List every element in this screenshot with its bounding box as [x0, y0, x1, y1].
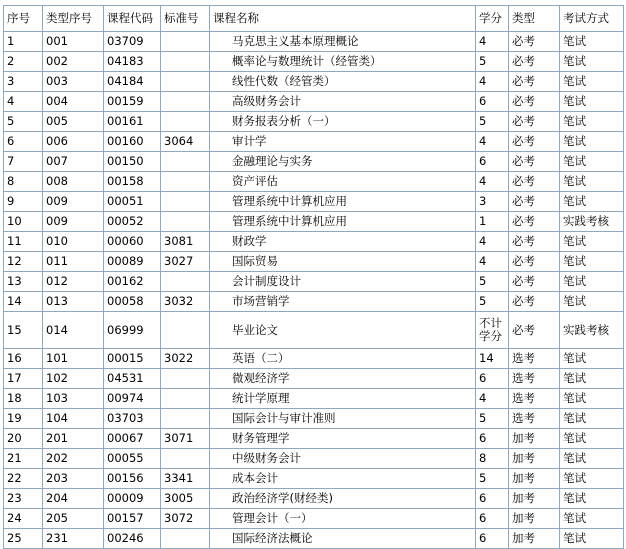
- cell-credits: 4: [476, 132, 509, 152]
- cell-type-seq: 012: [43, 272, 104, 292]
- cell-type-seq: 002: [43, 52, 104, 72]
- cell-standard-no: [161, 449, 210, 469]
- cell-standard-no: 3027: [161, 252, 210, 272]
- cell-exam-method: 笔试: [560, 152, 624, 172]
- cell-credits: 8: [476, 449, 509, 469]
- cell-course-name: 会计制度设计: [210, 272, 476, 292]
- col-header-type: 类型: [509, 6, 560, 32]
- cell-course-name: 国际贸易: [210, 252, 476, 272]
- cell-course-name: 英语（二）: [210, 349, 476, 369]
- cell-credits: 14: [476, 349, 509, 369]
- cell-type: 加考: [509, 529, 560, 549]
- cell-course-name: 概率论与数理统计（经管类）: [210, 52, 476, 72]
- cell-type: 加考: [509, 429, 560, 449]
- cell-course-code: 06999: [104, 312, 161, 349]
- cell-type-seq: 007: [43, 152, 104, 172]
- cell-credits: 4: [476, 232, 509, 252]
- cell-seq: 5: [4, 112, 43, 132]
- cell-standard-no: 3071: [161, 429, 210, 449]
- cell-course-name: 管理系统中计算机应用: [210, 212, 476, 232]
- table-row: [4, 429, 624, 449]
- cell-credits: 4: [476, 32, 509, 52]
- cell-exam-method: 笔试: [560, 132, 624, 152]
- cell-type-seq: 005: [43, 112, 104, 132]
- cell-course-name: 中级财务会计: [210, 449, 476, 469]
- cell-course-code: 00162: [104, 272, 161, 292]
- table-row: [4, 212, 624, 232]
- cell-course-code: 03709: [104, 32, 161, 52]
- cell-type: 选考: [509, 389, 560, 409]
- cell-course-code: 00974: [104, 389, 161, 409]
- cell-type: 必考: [509, 312, 560, 349]
- cell-course-code: 00246: [104, 529, 161, 549]
- table-row: [4, 529, 624, 549]
- cell-credits: 4: [476, 252, 509, 272]
- cell-exam-method: 笔试: [560, 252, 624, 272]
- cell-course-code: 00159: [104, 92, 161, 112]
- cell-course-name: 政治经济学(财经类): [210, 489, 476, 509]
- cell-exam-method: 笔试: [560, 349, 624, 369]
- cell-seq: 21: [4, 449, 43, 469]
- cell-type: 必考: [509, 32, 560, 52]
- cell-seq: 25: [4, 529, 43, 549]
- cell-type-seq: 104: [43, 409, 104, 429]
- cell-course-name: 国际经济法概论: [210, 529, 476, 549]
- cell-course-name: 财务管理学: [210, 429, 476, 449]
- cell-standard-no: [161, 389, 210, 409]
- cell-course-code: 04183: [104, 52, 161, 72]
- table-row: [4, 449, 624, 469]
- cell-type: 必考: [509, 232, 560, 252]
- cell-type-seq: 201: [43, 429, 104, 449]
- cell-course-code: 00158: [104, 172, 161, 192]
- cell-course-code: 00157: [104, 509, 161, 529]
- cell-seq: 17: [4, 369, 43, 389]
- cell-exam-method: 笔试: [560, 52, 624, 72]
- cell-credits: 5: [476, 52, 509, 72]
- table-row: [4, 349, 624, 369]
- table-row: [4, 509, 624, 529]
- cell-type: 必考: [509, 92, 560, 112]
- cell-type-seq: 103: [43, 389, 104, 409]
- cell-standard-no: [161, 172, 210, 192]
- cell-type: 必考: [509, 272, 560, 292]
- cell-exam-method: 笔试: [560, 529, 624, 549]
- cell-credits: 6: [476, 529, 509, 549]
- cell-type: 必考: [509, 212, 560, 232]
- table-row: [4, 52, 624, 72]
- table-row: [4, 312, 624, 349]
- cell-seq: 4: [4, 92, 43, 112]
- cell-exam-method: 笔试: [560, 92, 624, 112]
- cell-seq: 24: [4, 509, 43, 529]
- cell-seq: 19: [4, 409, 43, 429]
- cell-seq: 6: [4, 132, 43, 152]
- cell-type-seq: 231: [43, 529, 104, 549]
- col-header-exam-method: 考试方式: [560, 6, 624, 32]
- table-row: [4, 489, 624, 509]
- cell-standard-no: 3081: [161, 232, 210, 252]
- cell-type-seq: 004: [43, 92, 104, 112]
- cell-type-seq: 202: [43, 449, 104, 469]
- cell-type-seq: 205: [43, 509, 104, 529]
- cell-type-seq: 009: [43, 192, 104, 212]
- cell-course-code: 04531: [104, 369, 161, 389]
- cell-type: 必考: [509, 292, 560, 312]
- cell-type: 必考: [509, 112, 560, 132]
- cell-type: 选考: [509, 349, 560, 369]
- cell-type-seq: 008: [43, 172, 104, 192]
- table-row: [4, 172, 624, 192]
- cell-course-code: 00060: [104, 232, 161, 252]
- cell-type-seq: 001: [43, 32, 104, 52]
- table-row: [4, 469, 624, 489]
- cell-exam-method: 笔试: [560, 172, 624, 192]
- cell-credits: 3: [476, 192, 509, 212]
- table-row: [4, 192, 624, 212]
- table-row: [4, 112, 624, 132]
- cell-course-code: 00089: [104, 252, 161, 272]
- cell-credits: 5: [476, 409, 509, 429]
- cell-seq: 8: [4, 172, 43, 192]
- cell-credits: 6: [476, 152, 509, 172]
- cell-seq: 9: [4, 192, 43, 212]
- cell-exam-method: 笔试: [560, 32, 624, 52]
- table-row: [4, 292, 624, 312]
- cell-standard-no: [161, 92, 210, 112]
- cell-course-code: 00015: [104, 349, 161, 369]
- cell-course-code: 03703: [104, 409, 161, 429]
- cell-type: 必考: [509, 152, 560, 172]
- table-row: [4, 72, 624, 92]
- cell-course-code: 00067: [104, 429, 161, 449]
- cell-exam-method: 笔试: [560, 429, 624, 449]
- cell-credits: 6: [476, 92, 509, 112]
- cell-exam-method: 笔试: [560, 449, 624, 469]
- col-header-standard-no: 标准号: [161, 6, 210, 32]
- cell-exam-method: 笔试: [560, 509, 624, 529]
- cell-standard-no: [161, 32, 210, 52]
- cell-course-name: 高级财务会计: [210, 92, 476, 112]
- cell-seq: 23: [4, 489, 43, 509]
- cell-exam-method: 实践考核: [560, 312, 624, 349]
- cell-course-name: 管理会计（一）: [210, 509, 476, 529]
- cell-exam-method: 笔试: [560, 272, 624, 292]
- cell-type: 加考: [509, 469, 560, 489]
- cell-seq: 20: [4, 429, 43, 449]
- table-row: [4, 32, 624, 52]
- cell-course-name: 成本会计: [210, 469, 476, 489]
- cell-type-seq: 203: [43, 469, 104, 489]
- cell-exam-method: 笔试: [560, 112, 624, 132]
- cell-exam-method: 笔试: [560, 409, 624, 429]
- col-header-credits: 学分: [476, 6, 509, 32]
- cell-seq: 10: [4, 212, 43, 232]
- cell-course-name: 马克思主义基本原理概论: [210, 32, 476, 52]
- cell-course-code: 00009: [104, 489, 161, 509]
- cell-course-name: 微观经济学: [210, 369, 476, 389]
- cell-type: 必考: [509, 132, 560, 152]
- col-header-seq: 序号: [4, 6, 43, 32]
- cell-course-code: 00150: [104, 152, 161, 172]
- cell-standard-no: [161, 52, 210, 72]
- cell-course-name: 资产评估: [210, 172, 476, 192]
- cell-type-seq: 014: [43, 312, 104, 349]
- cell-credits: 5: [476, 272, 509, 292]
- cell-course-name: 线性代数（经管类）: [210, 72, 476, 92]
- table-row: [4, 152, 624, 172]
- cell-credits: 5: [476, 112, 509, 132]
- cell-seq: 16: [4, 349, 43, 369]
- table-row: [4, 92, 624, 112]
- cell-course-code: 00055: [104, 449, 161, 469]
- cell-exam-method: 笔试: [560, 489, 624, 509]
- cell-course-code: 00160: [104, 132, 161, 152]
- col-header-course-name: 课程名称: [210, 6, 476, 32]
- cell-type-seq: 013: [43, 292, 104, 312]
- header-row: [4, 6, 624, 32]
- cell-course-name: 管理系统中计算机应用: [210, 192, 476, 212]
- col-header-type-seq: 类型序号: [43, 6, 104, 32]
- cell-course-name: 审计学: [210, 132, 476, 152]
- cell-seq: 22: [4, 469, 43, 489]
- table-row: [4, 272, 624, 292]
- cell-exam-method: 笔试: [560, 192, 624, 212]
- cell-standard-no: [161, 72, 210, 92]
- table-row: [4, 232, 624, 252]
- cell-type: 选考: [509, 369, 560, 389]
- cell-type-seq: 011: [43, 252, 104, 272]
- cell-type: 选考: [509, 409, 560, 429]
- cell-exam-method: 笔试: [560, 232, 624, 252]
- cell-course-code: 00052: [104, 212, 161, 232]
- table-row: [4, 409, 624, 429]
- cell-type: 必考: [509, 252, 560, 272]
- cell-standard-no: [161, 112, 210, 132]
- cell-seq: 15: [4, 312, 43, 349]
- cell-standard-no: 3064: [161, 132, 210, 152]
- cell-standard-no: 3032: [161, 292, 210, 312]
- cell-seq: 11: [4, 232, 43, 252]
- cell-seq: 12: [4, 252, 43, 272]
- cell-exam-method: 实践考核: [560, 212, 624, 232]
- cell-type: 加考: [509, 449, 560, 469]
- cell-seq: 7: [4, 152, 43, 172]
- table-row: [4, 252, 624, 272]
- col-header-course-code: 课程代码: [104, 6, 161, 32]
- cell-credits: 6: [476, 429, 509, 449]
- cell-exam-method: 笔试: [560, 369, 624, 389]
- cell-type: 必考: [509, 72, 560, 92]
- cell-type-seq: 009: [43, 212, 104, 232]
- cell-seq: 1: [4, 32, 43, 52]
- cell-type-seq: 010: [43, 232, 104, 252]
- cell-seq: 2: [4, 52, 43, 72]
- cell-type-seq: 003: [43, 72, 104, 92]
- cell-standard-no: 3341: [161, 469, 210, 489]
- table-row: [4, 369, 624, 389]
- cell-type-seq: 101: [43, 349, 104, 369]
- cell-credits: 4: [476, 72, 509, 92]
- cell-credits: 4: [476, 389, 509, 409]
- cell-standard-no: [161, 272, 210, 292]
- cell-seq: 3: [4, 72, 43, 92]
- cell-course-code: 04184: [104, 72, 161, 92]
- cell-course-code: 00051: [104, 192, 161, 212]
- cell-credits: 5: [476, 292, 509, 312]
- cell-standard-no: 3072: [161, 509, 210, 529]
- cell-standard-no: [161, 369, 210, 389]
- cell-credits: 不计学分: [476, 312, 509, 349]
- cell-credits: 1: [476, 212, 509, 232]
- cell-type: 必考: [509, 52, 560, 72]
- cell-course-name: 统计学原理: [210, 389, 476, 409]
- cell-credits: 5: [476, 469, 509, 489]
- cell-standard-no: [161, 312, 210, 349]
- cell-course-name: 国际会计与审计准则: [210, 409, 476, 429]
- cell-type-seq: 204: [43, 489, 104, 509]
- cell-exam-method: 笔试: [560, 292, 624, 312]
- cell-seq: 14: [4, 292, 43, 312]
- cell-exam-method: 笔试: [560, 72, 624, 92]
- cell-course-code: 00156: [104, 469, 161, 489]
- cell-type: 必考: [509, 192, 560, 212]
- cell-seq: 13: [4, 272, 43, 292]
- cell-standard-no: [161, 409, 210, 429]
- cell-standard-no: 3005: [161, 489, 210, 509]
- cell-course-name: 市场营销学: [210, 292, 476, 312]
- table-row: [4, 389, 624, 409]
- cell-standard-no: [161, 212, 210, 232]
- cell-standard-no: [161, 192, 210, 212]
- cell-course-name: 财政学: [210, 232, 476, 252]
- cell-type-seq: 006: [43, 132, 104, 152]
- cell-type: 必考: [509, 172, 560, 192]
- cell-type: 加考: [509, 509, 560, 529]
- cell-course-name: 毕业论文: [210, 312, 476, 349]
- cell-course-code: 00058: [104, 292, 161, 312]
- cell-course-name: 金融理论与实务: [210, 152, 476, 172]
- cell-type-seq: 102: [43, 369, 104, 389]
- cell-credits: 6: [476, 509, 509, 529]
- cell-credits: 4: [476, 172, 509, 192]
- cell-standard-no: [161, 529, 210, 549]
- cell-seq: 18: [4, 389, 43, 409]
- cell-exam-method: 笔试: [560, 389, 624, 409]
- course-table: [3, 5, 624, 549]
- cell-standard-no: 3022: [161, 349, 210, 369]
- table-row: [4, 132, 624, 152]
- cell-course-name: 财务报表分析（一）: [210, 112, 476, 132]
- cell-type: 加考: [509, 489, 560, 509]
- cell-course-code: 00161: [104, 112, 161, 132]
- cell-credits: 6: [476, 369, 509, 389]
- cell-standard-no: [161, 152, 210, 172]
- cell-credits: 6: [476, 489, 509, 509]
- cell-exam-method: 笔试: [560, 469, 624, 489]
